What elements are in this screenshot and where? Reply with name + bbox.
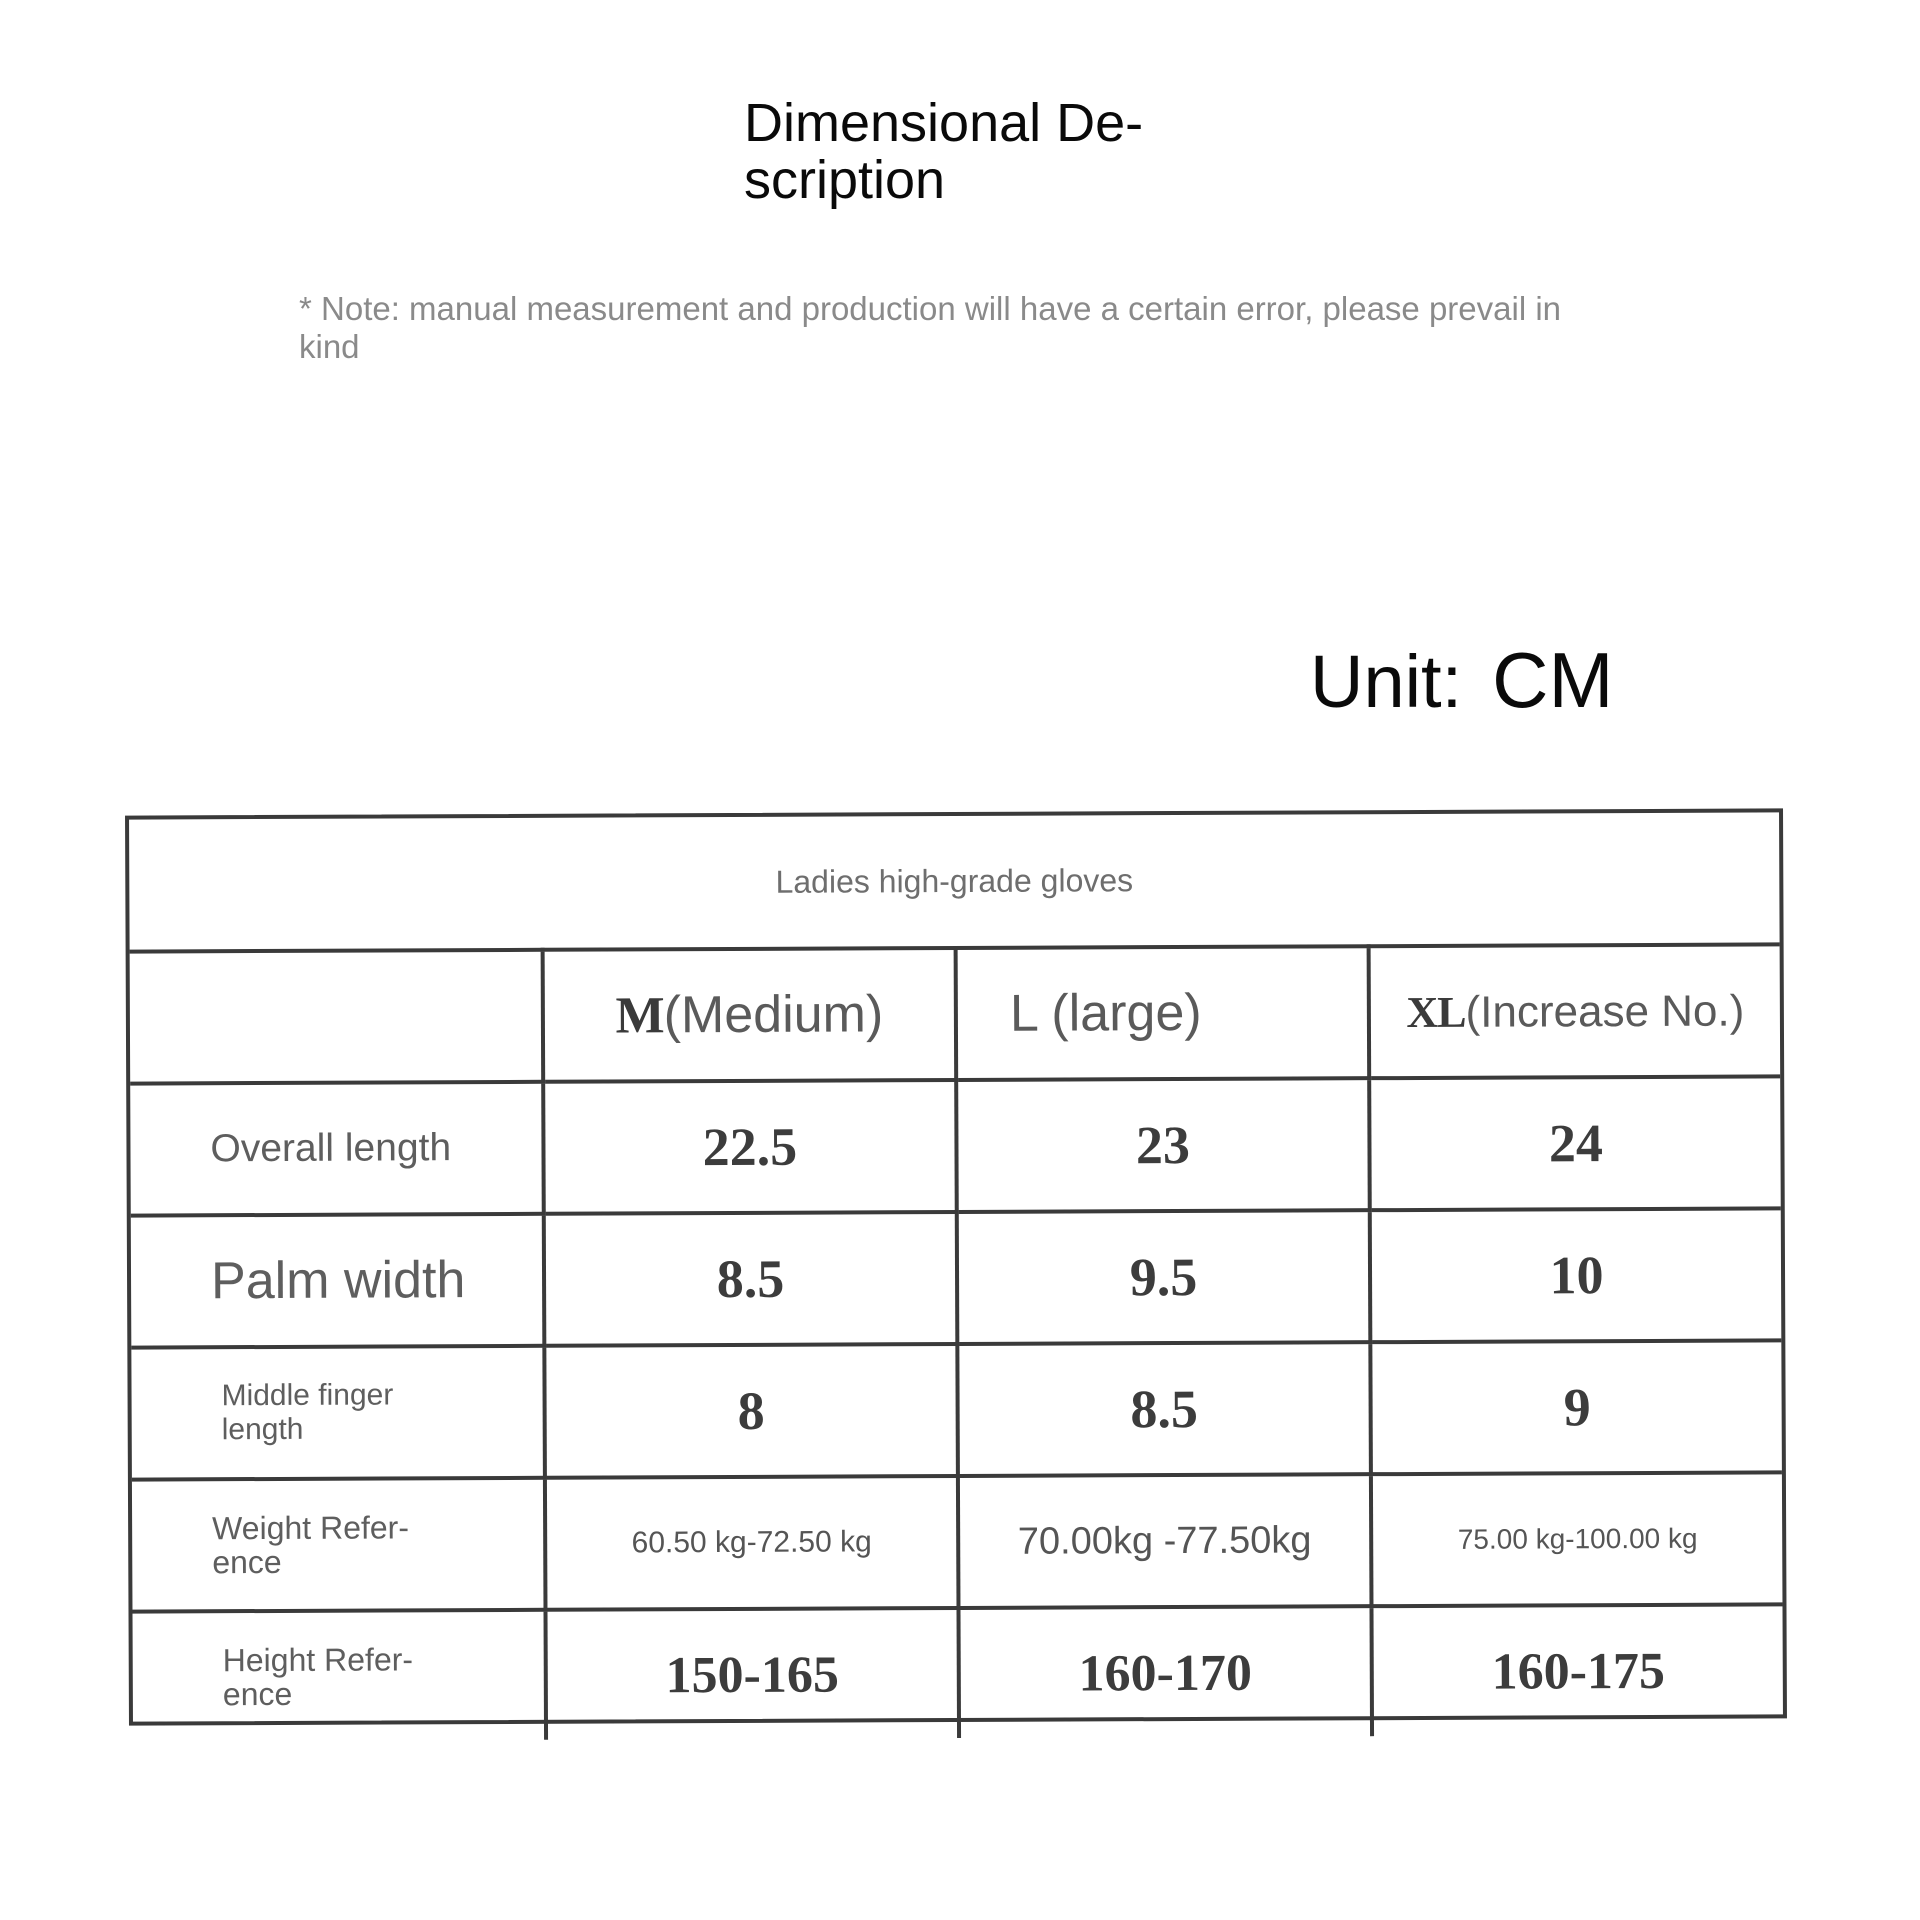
table-row-middle-finger-length [131, 1340, 1782, 1479]
row-label-weight-reference [132, 1478, 546, 1612]
header-size-l [956, 946, 1370, 1080]
row-label-height-reference [132, 1610, 546, 1742]
table-row-height-reference [132, 1604, 1783, 1741]
page-title [744, 95, 1184, 209]
cell-weight-l: 70.00kg -77.50kg [958, 1474, 1372, 1608]
header-size-m [543, 948, 957, 1082]
table-row-weight-reference [132, 1472, 1783, 1611]
unit-label: Unit: [1310, 640, 1463, 723]
cell-palm-width-m: 8.5 [544, 1212, 958, 1346]
cell-middle-finger-m: 8 [544, 1344, 958, 1478]
size-table-grid [129, 812, 1783, 1741]
cell-height-m: 150-165 [545, 1608, 959, 1740]
row-label-overall-length: Overall length [130, 1082, 544, 1216]
page-title-line-1: Dimensional De- [744, 93, 1144, 153]
cell-height-l: 160-170 [958, 1606, 1372, 1738]
cell-overall-length-xl: 24 [1369, 1076, 1781, 1210]
cell-overall-length-m: 22.5 [543, 1080, 957, 1214]
table-header-row [130, 944, 1781, 1083]
cell-height-xl: 160-175 [1371, 1604, 1783, 1736]
size-table [125, 808, 1787, 1725]
cell-overall-length-l: 23 [956, 1078, 1370, 1212]
size-code-l: L [1009, 984, 1038, 1043]
cell-weight-xl: 75.00 kg-100.00 kg [1371, 1472, 1783, 1606]
size-name-xl: (Increase No.) [1465, 986, 1745, 1037]
cell-middle-finger-xl: 9 [1370, 1340, 1782, 1474]
cell-middle-finger-l: 8.5 [957, 1342, 1371, 1476]
table-caption: Ladies high-grade gloves [129, 812, 1780, 951]
header-size-xl [1369, 944, 1781, 1078]
page-title-line-2: scription [744, 150, 946, 210]
size-code-m: M [615, 987, 664, 1045]
unit-value: CM [1492, 636, 1614, 724]
row-label-middle-finger-text: Middle finger length [221, 1378, 394, 1447]
cell-palm-width-xl: 10 [1370, 1208, 1782, 1342]
unit-indicator [1310, 635, 1613, 726]
row-label-weight-text: Weight Refer- ence [212, 1509, 410, 1581]
cell-palm-width-l: 9.5 [957, 1210, 1371, 1344]
row-label-palm-width: Palm width [131, 1214, 545, 1348]
cell-weight-m: 60.50 kg-72.50 kg [545, 1476, 959, 1610]
row-label-height-text: Height Refer- ence [222, 1641, 414, 1713]
row-label-middle-finger-length [131, 1346, 545, 1480]
table-row-overall-length [130, 1076, 1781, 1215]
header-empty-cell [130, 950, 544, 1084]
size-name-l: (large) [1051, 983, 1202, 1043]
size-name-m: (Medium) [663, 985, 884, 1045]
size-code-xl: XL [1406, 987, 1466, 1037]
table-row-palm-width [131, 1208, 1782, 1347]
measurement-note: * Note: manual measurement and production will have a certain error, please prevail in kind [299, 290, 1562, 365]
